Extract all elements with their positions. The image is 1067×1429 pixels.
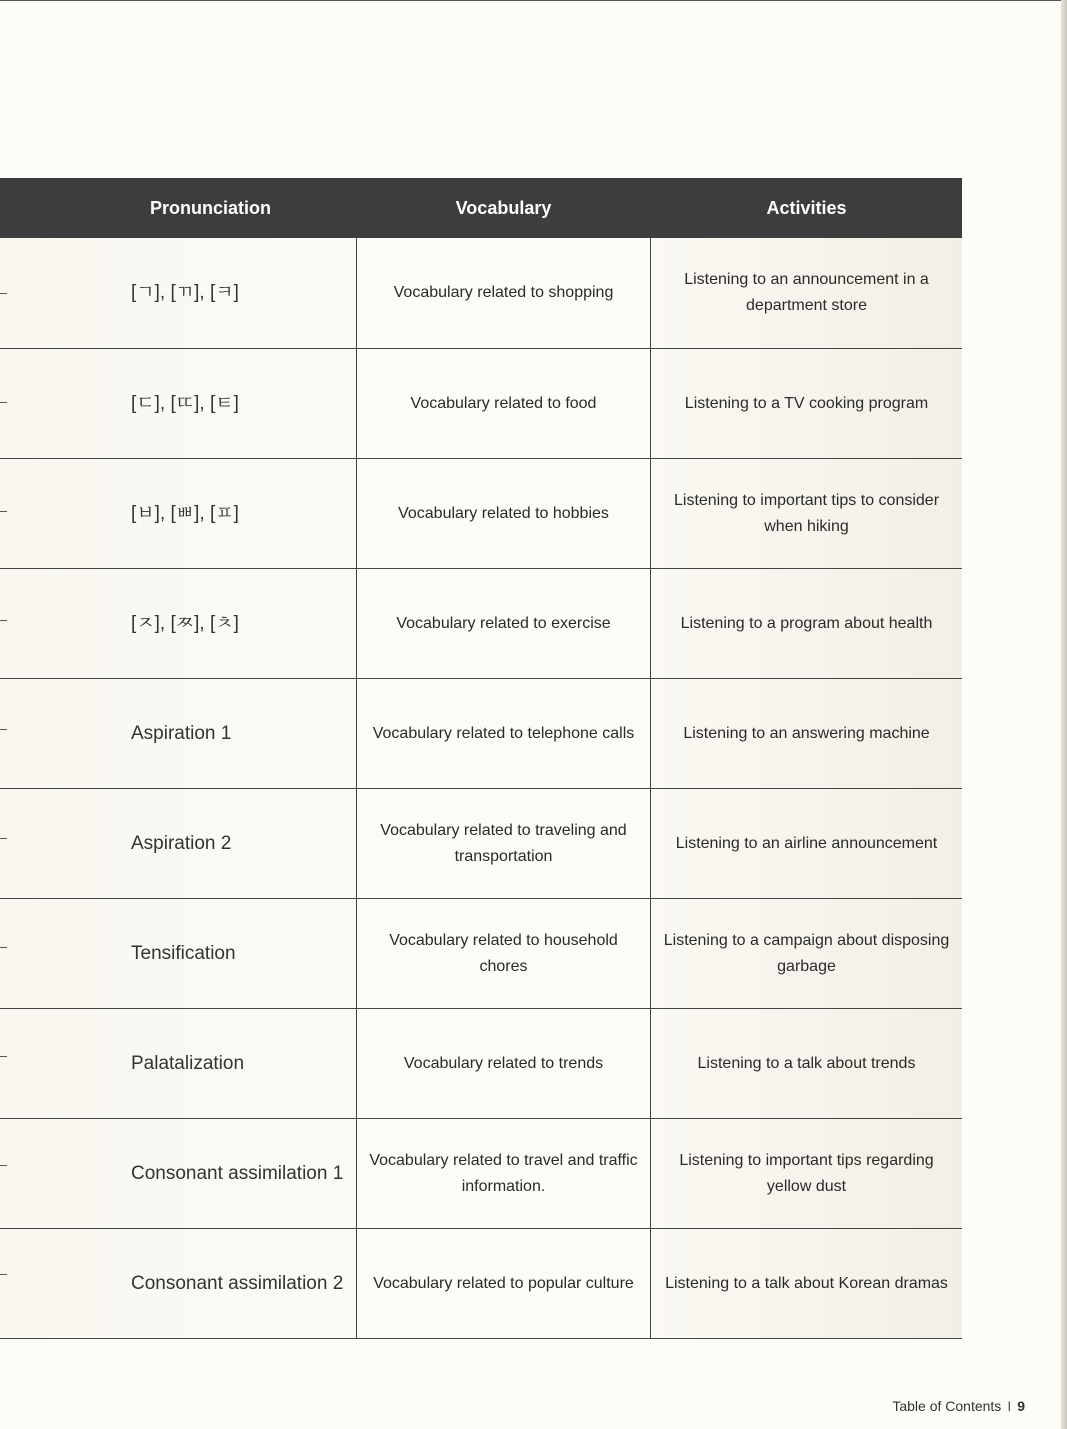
activity-cell: Listening to a talk about trends [651, 1009, 962, 1118]
vocabulary-cell: Vocabulary related to travel and traffic information. [356, 1119, 651, 1228]
vocabulary-cell: Vocabulary related to telephone calls [356, 679, 651, 788]
row-margin-tick [0, 293, 7, 294]
row-margin-tick [0, 838, 7, 839]
contents-table [0, 178, 962, 1339]
vocabulary-cell: Vocabulary related to popular culture [356, 1229, 651, 1338]
row-margin-tick [0, 947, 7, 948]
vocabulary-cell: Vocabulary related to hobbies [356, 459, 651, 568]
vocabulary-cell: Vocabulary related to food [356, 349, 651, 458]
activity-cell: Listening to an airline announcement [651, 789, 962, 898]
table-row [0, 1229, 962, 1339]
pronunciation-cell: Consonant assimilation 1 [0, 1119, 356, 1228]
table-row [0, 899, 962, 1009]
pronunciation-cell: Tensification [0, 899, 356, 1008]
table-row [0, 569, 962, 679]
row-margin-tick [0, 1274, 7, 1275]
header-vocabulary: Vocabulary [455, 197, 552, 218]
table-row [0, 679, 962, 789]
page-footer [892, 1398, 1025, 1414]
pronunciation-cell: Aspiration 2 [0, 789, 356, 898]
activity-cell: Listening to a TV cooking program [651, 349, 962, 458]
row-margin-tick [0, 511, 7, 512]
pronunciation-cell: [ㄷ], [ㄸ], [ㅌ] [0, 349, 356, 458]
activity-cell: Listening to important tips to consider when hiking [651, 459, 962, 568]
row-margin-tick [0, 1165, 7, 1166]
row-margin-tick [0, 1056, 7, 1057]
table-row [0, 459, 962, 569]
activity-cell: Listening to a campaign about disposing garbage [651, 899, 962, 1008]
activity-cell: Listening to important tips regarding yellow dust [651, 1119, 962, 1228]
activity-cell: Listening to an answering machine [651, 679, 962, 788]
vocabulary-cell: Vocabulary related to traveling and transportation [356, 789, 651, 898]
table-body [0, 238, 962, 1339]
pronunciation-cell: [ㅂ], [ㅃ], [ㅍ] [0, 459, 356, 568]
vocabulary-cell: Vocabulary related to household chores [356, 899, 651, 1008]
activity-cell: Listening to an announcement in a department store [651, 238, 962, 348]
vocabulary-cell: Vocabulary related to shopping [356, 238, 651, 348]
footer-label: Table of Contents [892, 1398, 1002, 1414]
header-pronunciation: Pronunciation [150, 197, 271, 218]
page-top-rule [0, 0, 1062, 1]
pronunciation-cell: Palatalization [0, 1009, 356, 1118]
activity-cell: Listening to a program about health [651, 569, 962, 678]
page-edge-shadow [1061, 0, 1067, 1429]
pronunciation-cell: [ㅈ], [ㅉ], [ㅊ] [0, 569, 356, 678]
row-margin-tick [0, 402, 7, 403]
table-row [0, 1119, 962, 1229]
table-row [0, 1009, 962, 1119]
table-row [0, 349, 962, 459]
footer-separator: I [1007, 1398, 1012, 1414]
page-number: 9 [1017, 1398, 1025, 1414]
table-header [0, 178, 962, 238]
header-activities: Activities [766, 197, 847, 218]
table-row [0, 789, 962, 899]
activity-cell: Listening to a talk about Korean dramas [651, 1229, 962, 1338]
row-margin-tick [0, 620, 7, 621]
table-row [0, 238, 962, 349]
row-margin-tick [0, 729, 7, 730]
pronunciation-cell: Aspiration 1 [0, 679, 356, 788]
vocabulary-cell: Vocabulary related to trends [356, 1009, 651, 1118]
pronunciation-cell: [ㄱ], [ㄲ], [ㅋ] [0, 238, 356, 348]
vocabulary-cell: Vocabulary related to exercise [356, 569, 651, 678]
pronunciation-cell: Consonant assimilation 2 [0, 1229, 356, 1338]
